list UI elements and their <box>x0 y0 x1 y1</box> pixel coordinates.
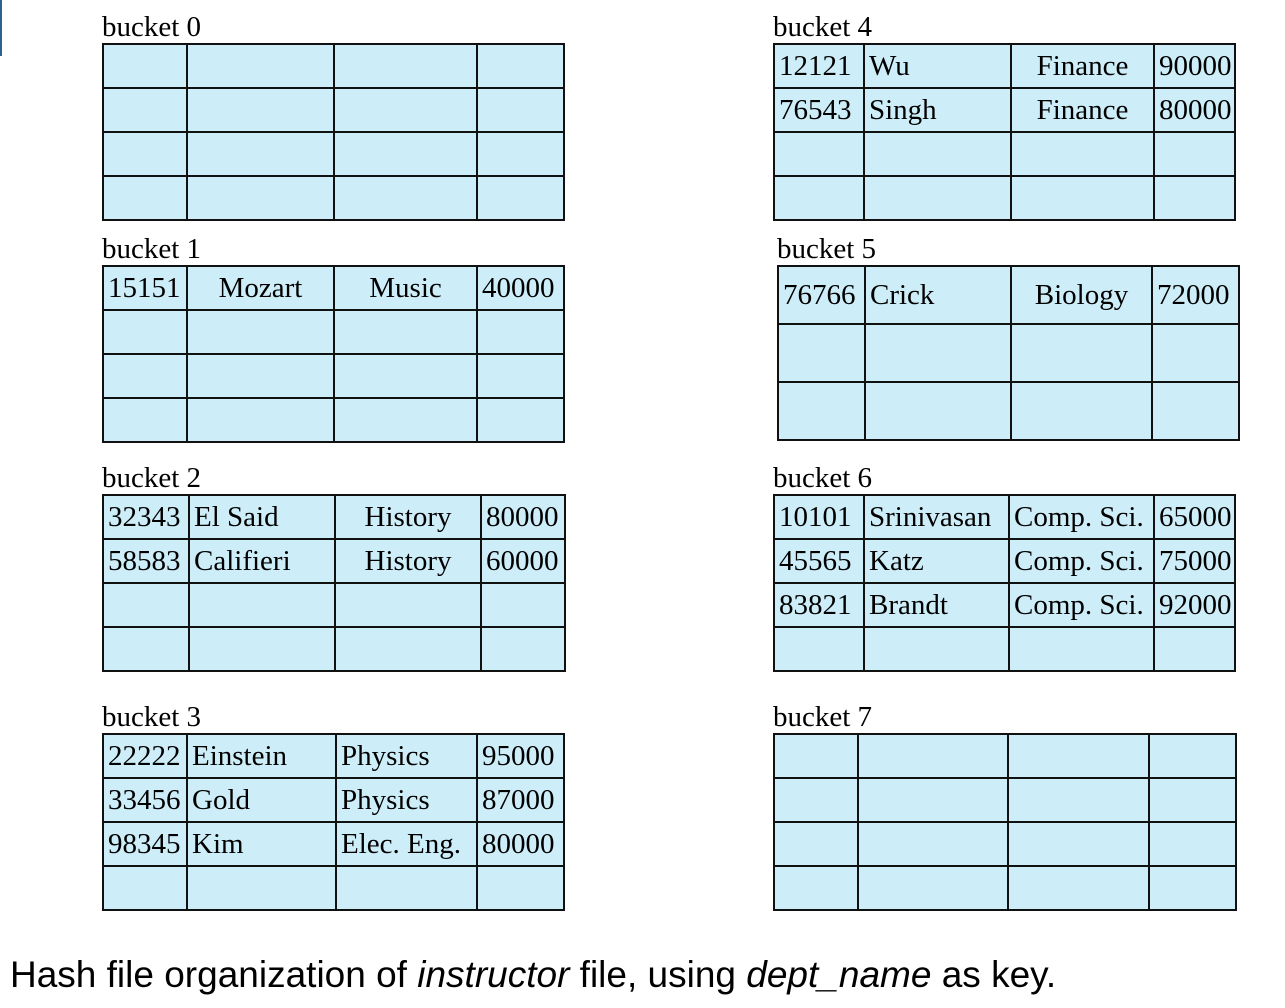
salary-cell: 87000 <box>477 778 564 822</box>
id-cell <box>774 778 858 822</box>
salary-cell <box>1149 866 1236 910</box>
dept-cell <box>1008 734 1149 778</box>
dept-cell: Finance <box>1011 44 1154 88</box>
bucket-label: bucket 4 <box>773 11 873 43</box>
name-cell <box>189 627 335 671</box>
dept-cell <box>334 44 477 88</box>
bucket-table <box>773 494 1236 672</box>
record-row <box>103 822 564 866</box>
dept-cell <box>334 88 477 132</box>
dept-cell <box>335 627 481 671</box>
salary-cell <box>477 398 564 442</box>
figure-caption: Hash file organization of instructor file, using dept_name as key. <box>10 954 1057 995</box>
salary-cell <box>477 132 564 176</box>
record-row <box>774 176 1235 220</box>
name-cell <box>865 382 1011 440</box>
record-row <box>774 132 1235 176</box>
bucket-table <box>777 265 1240 441</box>
record-row <box>774 495 1235 539</box>
record-row <box>103 398 564 442</box>
dept-cell: Music <box>334 266 477 310</box>
bucket-table <box>102 265 565 443</box>
edge-mark <box>0 0 2 56</box>
record-row <box>103 539 565 583</box>
record-row <box>774 734 1236 778</box>
id-cell: 22222 <box>103 734 187 778</box>
salary-cell: 40000 <box>477 266 564 310</box>
salary-cell <box>1149 822 1236 866</box>
name-cell: Kim <box>187 822 336 866</box>
id-cell: 83821 <box>774 583 864 627</box>
dept-cell: Comp. Sci. <box>1009 583 1154 627</box>
salary-cell <box>477 354 564 398</box>
name-cell <box>187 398 334 442</box>
id-cell <box>774 176 864 220</box>
record-row <box>774 866 1236 910</box>
name-cell <box>187 88 334 132</box>
salary-cell: 80000 <box>1154 88 1235 132</box>
id-cell: 98345 <box>103 822 187 866</box>
name-cell <box>187 132 334 176</box>
bucket-label: bucket 3 <box>102 701 202 733</box>
dept-cell <box>1008 778 1149 822</box>
bucket-table <box>773 733 1237 911</box>
record-row <box>778 266 1239 324</box>
record-row <box>774 88 1235 132</box>
record-row <box>774 778 1236 822</box>
name-cell <box>864 627 1009 671</box>
record-row <box>103 778 564 822</box>
id-cell <box>774 132 864 176</box>
dept-cell <box>1008 866 1149 910</box>
dept-cell: Comp. Sci. <box>1009 495 1154 539</box>
id-cell: 76543 <box>774 88 864 132</box>
dept-cell: Physics <box>336 778 477 822</box>
name-cell <box>187 354 334 398</box>
id-cell <box>774 627 864 671</box>
record-row <box>778 324 1239 382</box>
id-cell <box>774 734 858 778</box>
id-cell <box>774 866 858 910</box>
dept-cell <box>334 176 477 220</box>
bucket-table <box>102 733 565 911</box>
name-cell: Califieri <box>189 539 335 583</box>
dept-cell: History <box>335 495 481 539</box>
bucket-table <box>773 43 1236 221</box>
record-row <box>103 176 564 220</box>
dept-cell <box>1008 822 1149 866</box>
dept-cell <box>336 866 477 910</box>
id-cell <box>774 822 858 866</box>
bucket-label: bucket 1 <box>102 233 202 265</box>
name-cell: Wu <box>864 44 1011 88</box>
dept-cell <box>334 310 477 354</box>
name-cell: El Said <box>189 495 335 539</box>
salary-cell: 92000 <box>1154 583 1235 627</box>
bucket-label: bucket 5 <box>777 233 877 265</box>
dept-cell: Elec. Eng. <box>336 822 477 866</box>
record-row <box>103 734 564 778</box>
id-cell: 33456 <box>103 778 187 822</box>
record-row <box>778 382 1239 440</box>
record-row <box>774 627 1235 671</box>
record-row <box>103 866 564 910</box>
dept-cell <box>334 398 477 442</box>
name-cell <box>187 44 334 88</box>
record-row <box>103 495 565 539</box>
id-cell: 45565 <box>774 539 864 583</box>
salary-cell <box>1154 176 1235 220</box>
id-cell <box>778 324 865 382</box>
dept-cell <box>334 132 477 176</box>
salary-cell <box>477 44 564 88</box>
dept-cell: History <box>335 539 481 583</box>
id-cell: 76766 <box>778 266 865 324</box>
salary-cell: 75000 <box>1154 539 1235 583</box>
name-cell <box>865 324 1011 382</box>
record-row <box>774 583 1235 627</box>
dept-cell <box>1011 382 1152 440</box>
dept-cell: Finance <box>1011 88 1154 132</box>
record-row <box>774 822 1236 866</box>
salary-cell: 80000 <box>481 495 565 539</box>
name-cell <box>187 310 334 354</box>
name-cell <box>187 176 334 220</box>
record-row <box>103 310 564 354</box>
bucket-label: bucket 6 <box>773 462 873 494</box>
id-cell: 58583 <box>103 539 189 583</box>
name-cell: Singh <box>864 88 1011 132</box>
salary-cell: 95000 <box>477 734 564 778</box>
record-row <box>103 44 564 88</box>
salary-cell <box>1154 132 1235 176</box>
id-cell <box>103 398 187 442</box>
id-cell: 12121 <box>774 44 864 88</box>
dept-cell <box>334 354 477 398</box>
salary-cell <box>477 310 564 354</box>
name-cell <box>189 583 335 627</box>
name-cell: Brandt <box>864 583 1009 627</box>
id-cell: 15151 <box>103 266 187 310</box>
id-cell: 32343 <box>103 495 189 539</box>
record-row <box>103 266 564 310</box>
salary-cell <box>481 627 565 671</box>
id-cell <box>103 310 187 354</box>
name-cell <box>864 132 1011 176</box>
name-cell: Einstein <box>187 734 336 778</box>
record-row <box>103 627 565 671</box>
dept-cell <box>1011 324 1152 382</box>
record-row <box>774 44 1235 88</box>
name-cell: Katz <box>864 539 1009 583</box>
bucket-table <box>102 43 565 221</box>
dept-cell: Physics <box>336 734 477 778</box>
name-cell: Gold <box>187 778 336 822</box>
name-cell <box>858 734 1008 778</box>
salary-cell: 60000 <box>481 539 565 583</box>
dept-cell <box>1011 176 1154 220</box>
caption-key-name: dept_name <box>746 954 932 995</box>
bucket-label: bucket 2 <box>102 462 202 494</box>
salary-cell <box>481 583 565 627</box>
name-cell: Crick <box>865 266 1011 324</box>
dept-cell <box>335 583 481 627</box>
id-cell <box>103 132 187 176</box>
record-row <box>103 583 565 627</box>
salary-cell <box>477 176 564 220</box>
id-cell <box>778 382 865 440</box>
salary-cell: 90000 <box>1154 44 1235 88</box>
salary-cell <box>1152 324 1239 382</box>
id-cell <box>103 88 187 132</box>
bucket-label: bucket 0 <box>102 11 202 43</box>
id-cell <box>103 354 187 398</box>
record-row <box>103 132 564 176</box>
id-cell <box>103 583 189 627</box>
dept-cell: Biology <box>1011 266 1152 324</box>
caption-relation-name: instructor <box>417 954 570 995</box>
salary-cell <box>1154 627 1235 671</box>
dept-cell <box>1011 132 1154 176</box>
id-cell <box>103 44 187 88</box>
name-cell <box>864 176 1011 220</box>
name-cell <box>858 866 1008 910</box>
id-cell <box>103 176 187 220</box>
salary-cell <box>1152 382 1239 440</box>
bucket-table <box>102 494 566 672</box>
record-row <box>103 88 564 132</box>
name-cell <box>858 778 1008 822</box>
id-cell <box>103 627 189 671</box>
record-row <box>774 539 1235 583</box>
dept-cell <box>1009 627 1154 671</box>
name-cell <box>187 866 336 910</box>
name-cell <box>858 822 1008 866</box>
id-cell <box>103 866 187 910</box>
record-row <box>103 354 564 398</box>
name-cell: Mozart <box>187 266 334 310</box>
bucket-label: bucket 7 <box>773 701 873 733</box>
name-cell: Srinivasan <box>864 495 1009 539</box>
salary-cell: 72000 <box>1152 266 1239 324</box>
salary-cell <box>477 88 564 132</box>
salary-cell <box>1149 778 1236 822</box>
id-cell: 10101 <box>774 495 864 539</box>
salary-cell <box>1149 734 1236 778</box>
salary-cell <box>477 866 564 910</box>
salary-cell: 80000 <box>477 822 564 866</box>
salary-cell: 65000 <box>1154 495 1235 539</box>
dept-cell: Comp. Sci. <box>1009 539 1154 583</box>
